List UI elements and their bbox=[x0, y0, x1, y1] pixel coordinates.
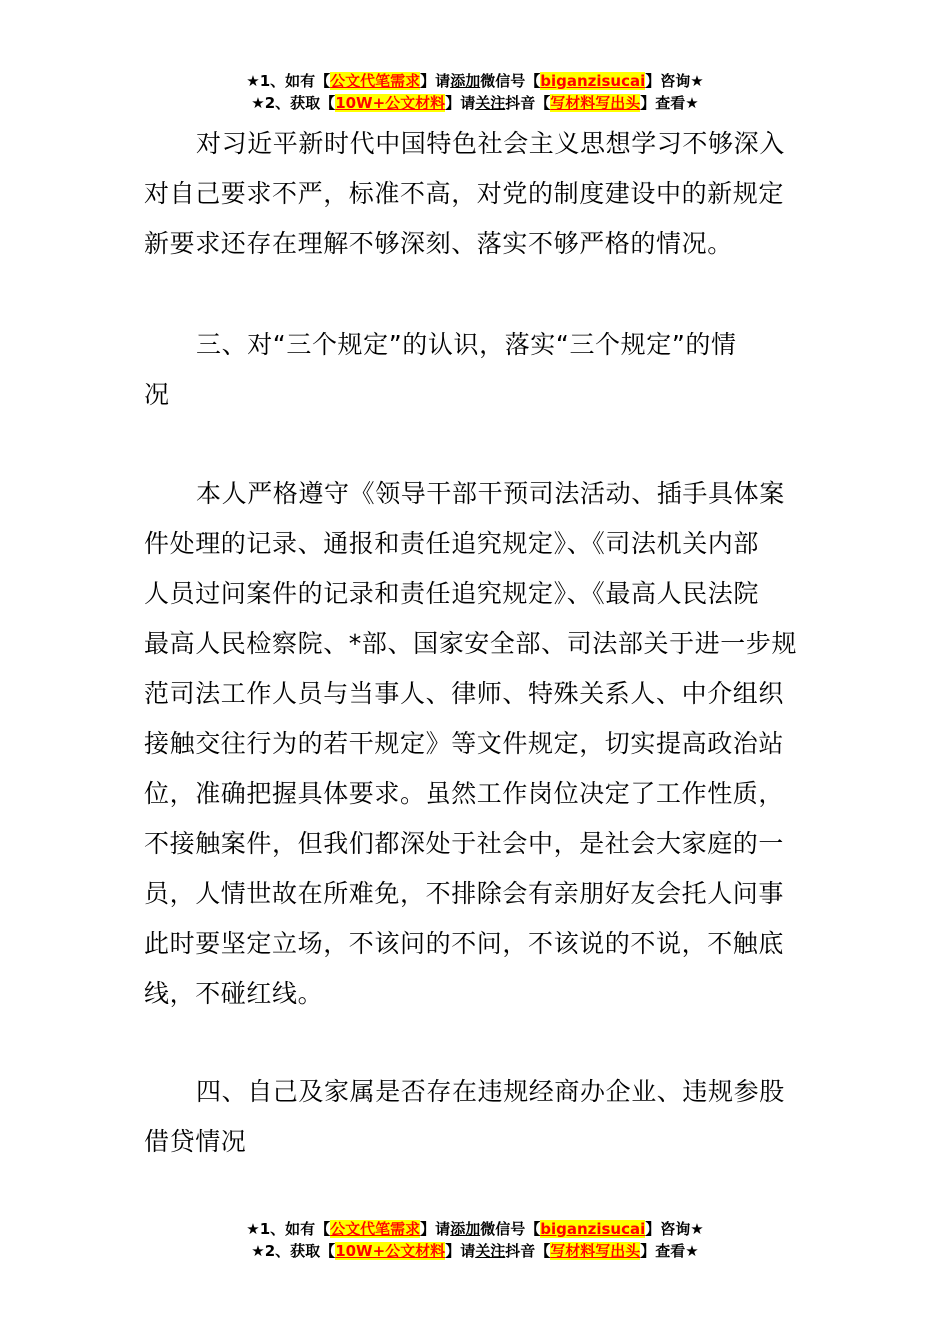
banner-text: 微信号【 bbox=[480, 1220, 541, 1238]
banner-highlight: 公文代笔需求 bbox=[330, 72, 421, 90]
text-line: 最高人民检察院、*部、国家安全部、司法部关于进一步规 bbox=[144, 629, 798, 658]
banner-underline: 添加 bbox=[450, 1220, 481, 1238]
text-line: 此时要坚定立场，不该问的不问，不该说的不说，不触底 bbox=[144, 929, 785, 958]
banner-text: 】咨询★ bbox=[645, 72, 704, 90]
banner-text: 】查看★ bbox=[640, 94, 699, 112]
banner-text: ★2、获取【 bbox=[251, 94, 336, 112]
text-line: 人员过问案件的记录和责任追究规定》、《最高人民法院 bbox=[144, 579, 760, 608]
text-line: 况 bbox=[144, 380, 170, 409]
banner-highlight: 10W+公文材料 bbox=[335, 94, 446, 112]
text-line: 借贷情况 bbox=[144, 1127, 247, 1156]
paragraph-study-shortcomings bbox=[144, 119, 812, 269]
text-line: 接触交往行为的若干规定》等文件规定，切实提高政治站 bbox=[144, 729, 785, 758]
banner-line-1 bbox=[0, 70, 950, 92]
banner-text: 】查看★ bbox=[640, 1242, 699, 1260]
banner-line-2 bbox=[0, 1240, 950, 1262]
banner-text: 】请 bbox=[445, 1242, 476, 1260]
section-heading-business-lending bbox=[144, 1067, 812, 1167]
banner-text: 】请 bbox=[445, 94, 476, 112]
banner-line-2 bbox=[0, 92, 950, 114]
banner-text: ★2、获取【 bbox=[251, 1242, 336, 1260]
banner-highlight: biganzisucai bbox=[540, 1220, 646, 1238]
section-heading-three-regulations bbox=[144, 320, 812, 420]
banner-text: 抖音【 bbox=[505, 94, 551, 112]
banner-text: ★1、如有【 bbox=[246, 72, 331, 90]
banner-text: 】咨询★ bbox=[645, 1220, 704, 1238]
text-line: 员，人情世故在所难免，不排除会有亲朋好友会托人问事 bbox=[144, 879, 785, 908]
text-line: 四、自己及家属是否存在违规经商办企业、违规参股 bbox=[196, 1077, 785, 1106]
footer-banner bbox=[0, 1218, 950, 1262]
banner-highlight: 公文代笔需求 bbox=[330, 1220, 421, 1238]
banner-underline: 添加 bbox=[450, 72, 481, 90]
text-line: 本人严格遵守《领导干部干预司法活动、插手具体案 bbox=[196, 479, 785, 508]
header-banner bbox=[0, 70, 950, 114]
text-line: 不接触案件，但我们都深处于社会中，是社会大家庭的一 bbox=[144, 829, 785, 858]
text-line: 线，不碰红线。 bbox=[144, 979, 324, 1008]
banner-text: ★1、如有【 bbox=[246, 1220, 331, 1238]
banner-underline: 关注 bbox=[475, 94, 506, 112]
banner-text: 微信号【 bbox=[480, 72, 541, 90]
text-line: 对习近平新时代中国特色社会主义思想学习不够深入 bbox=[196, 129, 785, 158]
banner-highlight: biganzisucai bbox=[540, 72, 646, 90]
banner-underline: 关注 bbox=[475, 1242, 506, 1260]
banner-line-1 bbox=[0, 1218, 950, 1240]
banner-text: 】请 bbox=[420, 72, 451, 90]
banner-highlight: 写材料写出头 bbox=[550, 94, 641, 112]
text-line: 三、对“三个规定”的认识，落实“三个规定”的情 bbox=[196, 330, 737, 359]
banner-highlight: 写材料写出头 bbox=[550, 1242, 641, 1260]
banner-text: 】请 bbox=[420, 1220, 451, 1238]
text-line: 件处理的记录、通报和责任追究规定》、《司法机关内部 bbox=[144, 529, 760, 558]
text-line: 对自己要求不严，标准不高，对党的制度建设中的新规定 bbox=[144, 179, 785, 208]
text-line: 新要求还存在理解不够深刻、落实不够严格的情况。 bbox=[144, 229, 733, 258]
text-line: 范司法工作人员与当事人、律师、特殊关系人、中介组织 bbox=[144, 679, 785, 708]
banner-text: 抖音【 bbox=[505, 1242, 551, 1260]
text-line: 位，准确把握具体要求。虽然工作岗位决定了工作性质， bbox=[144, 779, 785, 808]
paragraph-regulation-compliance bbox=[144, 469, 812, 1019]
banner-highlight: 10W+公文材料 bbox=[335, 1242, 446, 1260]
